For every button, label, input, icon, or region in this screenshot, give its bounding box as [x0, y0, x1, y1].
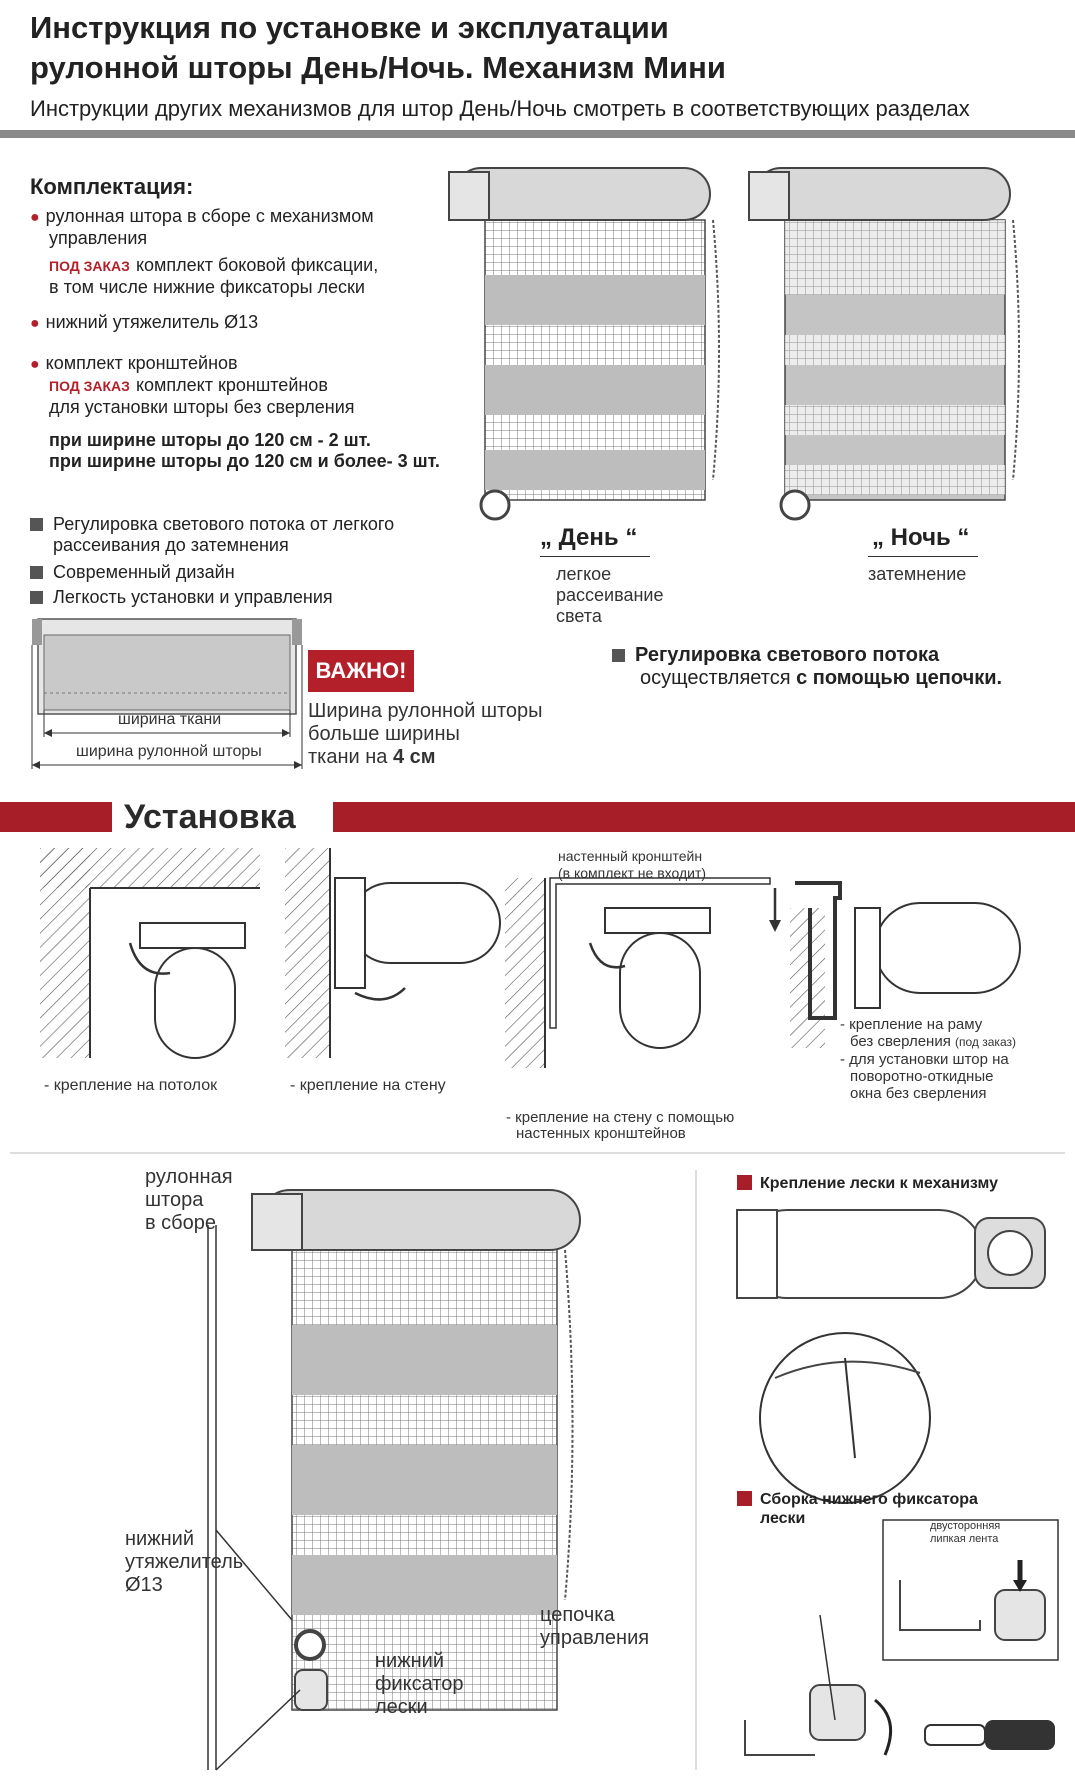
kit-width-note-2: при ширине шторы до 120 см и более- 3 шт.: [49, 451, 440, 471]
day-label: „ День “: [540, 524, 638, 551]
night-description: затемнение: [868, 564, 967, 584]
square-bullet-icon: [737, 1175, 752, 1190]
important-badge: ВАЖНО!: [308, 650, 414, 692]
blind-assembled-label: рулонная штора в сборе: [145, 1166, 233, 1234]
day-blind-drawing: [449, 168, 719, 519]
day-night-illustration: [445, 150, 1065, 530]
bottom-fixer-label: нижний фиксатор лески: [375, 1650, 464, 1718]
fixer-assembly-title: Сборка нижнего фиксатора лески: [737, 1490, 978, 1528]
kit-item-1-order: ПОД ЗАКАЗ комплект боковой фиксации,: [49, 255, 379, 275]
feature-1: Регулировка светового потока от легкого: [30, 514, 470, 535]
day-underline: [540, 556, 650, 557]
wall-mount-caption: - крепление на стену: [290, 1077, 446, 1094]
line-attach-drawing: [735, 1198, 1055, 1468]
page-title: [30, 8, 726, 88]
tape-label: двусторонняя липкая лента: [930, 1520, 1001, 1545]
kit-item-1-cont: управления: [49, 228, 148, 248]
kit-item-2: ● нижний утяжелитель Ø13: [30, 312, 259, 332]
ceiling-mount-caption: - крепление на потолок: [44, 1077, 218, 1094]
bullet-icon: ●: [30, 356, 40, 373]
header-divider: [0, 130, 1075, 138]
feature-2: Современный дизайн: [30, 562, 470, 583]
title-line-2: рулонной шторы День/Ночь. Механизм Мини: [30, 50, 726, 85]
important-text: Ширина рулонной шторы больше ширины ткани на 4 см: [308, 700, 543, 768]
square-bullet-icon: [30, 566, 43, 579]
day-description: легкое рассеивание света: [556, 564, 664, 626]
kit-item-3: ● комплект кронштейнов: [30, 353, 238, 373]
control-chain-label: цепочка управления: [540, 1604, 650, 1649]
bracket-mount-caption: - крепление на стену с помощью настенных кронштейнов: [506, 1109, 735, 1142]
blind-width-label: ширина рулонной шторы: [76, 743, 262, 760]
feature-3: Легкость установки и управления: [30, 587, 470, 608]
kit-item-3-order: ПОД ЗАКАЗ комплект кронштейнов: [49, 375, 328, 395]
kit-heading: Комплектация:: [30, 174, 194, 199]
page-subtitle: Инструкции других механизмов для штор День/Ночь смотреть в соответствующих разделах: [30, 96, 970, 121]
fabric-width-label: ширина ткани: [118, 711, 222, 728]
bullet-icon: ●: [30, 315, 40, 332]
feature-1-cont: рассеивания до затемнения: [53, 535, 289, 555]
kit-list: [30, 206, 450, 472]
night-label: „ Ночь “: [872, 524, 970, 551]
assembly-divider: [695, 1170, 697, 1770]
wall-mount-drawing: [285, 848, 500, 1058]
install-band-right: [333, 802, 1075, 832]
chain-control-note: Регулировка светового потока осуществляется с помощью цепочки.: [612, 644, 1002, 690]
fixer-assembly-drawing: [735, 1520, 1065, 1775]
square-bullet-icon: [30, 518, 43, 531]
kit-width-note-1: при ширине шторы до 120 см - 2 шт.: [49, 430, 371, 450]
square-bullet-icon: [737, 1491, 752, 1506]
square-bullet-icon: [30, 591, 43, 604]
features-list: [30, 514, 470, 608]
line-attach-title: Крепление лески к механизму: [737, 1174, 998, 1193]
bullet-icon: ●: [30, 209, 40, 226]
night-underline: [868, 556, 978, 557]
kit-item-3-order-cont: для установки шторы без сверления: [49, 397, 355, 417]
kit-item-1: ● рулонная штора в сборе с механизмом: [30, 206, 374, 226]
kit-item-1-order-cont: в том числе нижние фиксаторы лески: [49, 277, 365, 297]
install-heading: Установка: [124, 798, 296, 836]
bracket-label: настенный кронштейн (в комплект не входит): [558, 848, 707, 881]
ceiling-mount-drawing: [40, 848, 260, 1058]
bracket-mount-drawing: [505, 878, 770, 1068]
title-line-1: Инструкция по установке и эксплуатации: [30, 10, 669, 45]
square-bullet-icon: [612, 649, 625, 662]
night-blind-drawing: [749, 168, 1019, 519]
section-divider: [10, 1152, 1065, 1154]
install-band-left: [0, 802, 112, 832]
frame-mount-caption: - крепление на раму без сверления (под заказ) - для установки штор на поворотно-откидные окна без сверления: [840, 1016, 1016, 1102]
bottom-weight-label: нижний утяжелитель Ø13: [125, 1528, 244, 1596]
